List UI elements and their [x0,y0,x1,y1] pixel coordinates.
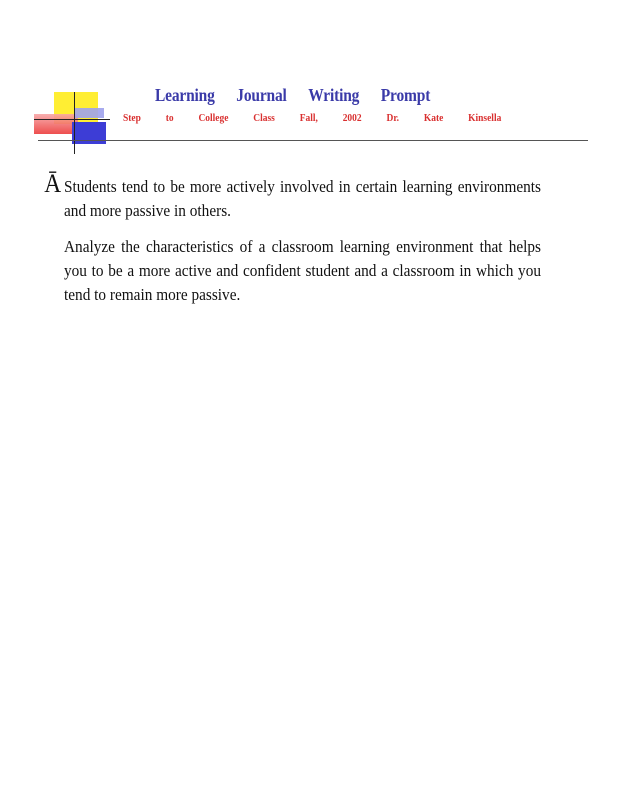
prompt-paragraph-1 [44,169,541,223]
page-title [155,85,430,106]
title-word: Journal [236,85,287,105]
logo [34,92,110,154]
header-divider [38,140,588,141]
subtitle-word: College [198,112,229,124]
subtitle-word: Class [253,112,275,124]
subtitle-word: Step [123,112,141,124]
subtitle-word: Kate [423,112,444,124]
subtitle-word: Dr. [386,112,400,124]
bullet-glyph: Ā [44,169,62,198]
prompt-body [44,169,541,307]
logo-vertical-line [74,92,75,154]
prompt-paragraph-2 [64,235,541,307]
subtitle-word: 2002 [342,112,362,124]
subtitle-word: to [165,112,174,124]
title-word: Writing [308,85,360,105]
title-word: Learning [155,85,215,105]
page-subtitle [123,112,501,124]
subtitle-word: Fall, [299,112,318,124]
paragraph-1-text: Students tend to be more actively involved in certain learning environments and more passive in others. [64,177,541,220]
logo-horizontal-line [34,119,110,120]
title-word: Prompt [380,85,431,105]
subtitle-word: Kinsella [468,112,502,124]
logo-lilac-bar [74,108,104,118]
paragraph-2-text: Analyze the characteristics of a classroom learning environment that helps you to be a more active and confident student and a classroom in which you tend to remain more passive. [64,237,541,304]
